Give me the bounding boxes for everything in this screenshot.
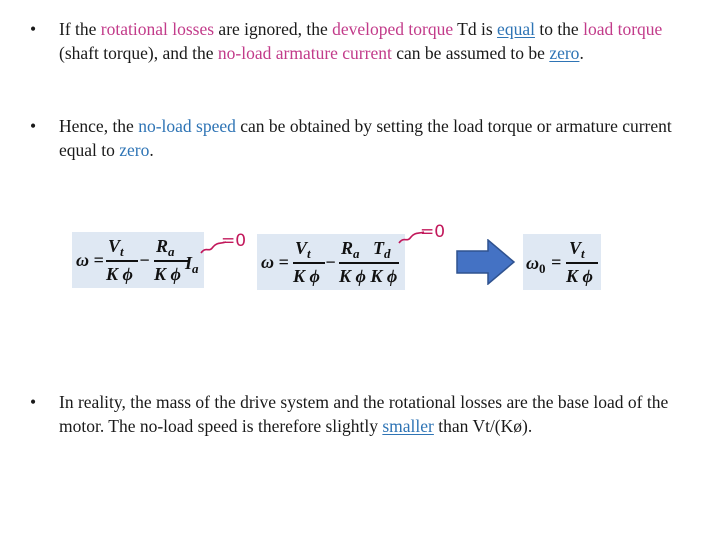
armature-current-ia: $I_a$ <box>185 253 199 276</box>
denominator-kphi-kphi: K ϕ K ϕ <box>339 266 398 286</box>
bullet-marker: • <box>30 19 37 39</box>
fraction-bar <box>339 262 399 264</box>
annotation-equals-zero: =0 <box>420 222 446 242</box>
highlight-developed-torque: developed torque <box>332 19 454 39</box>
bullet-3 <box>30 390 680 462</box>
numerator-ra: $R_a$ <box>156 236 175 259</box>
numerator-vt: $V_t$ <box>108 236 124 259</box>
equation-3-box <box>523 234 601 290</box>
fraction-bar <box>154 260 188 262</box>
minus-sign: − <box>325 252 336 272</box>
minus-sign: − <box>139 250 150 270</box>
denominator-kphi: K ϕ <box>106 264 133 284</box>
bullet-1-text: If the rotational losses are ignored, the developed torque Td is equal to the load torque (shaft torque), and the no-load armature current can be assumed to be zero. <box>59 19 663 63</box>
highlight-smaller: smaller <box>382 416 434 436</box>
equals-sign: = <box>551 252 562 272</box>
fraction-bar <box>566 262 598 264</box>
denominator-kphi: K ϕ <box>293 266 320 286</box>
denominator-kphi: K ϕ <box>566 266 593 286</box>
highlight-equal: equal <box>497 19 535 39</box>
annotation-equals-zero: =0 <box>221 231 247 251</box>
omega-lhs: ω = <box>261 252 289 272</box>
numerator-vt: $V_t$ <box>569 238 585 261</box>
numerator-td: $T_d$ <box>373 238 391 261</box>
bullet-1 <box>30 17 680 89</box>
highlight-no-load-speed: no-load speed <box>138 116 236 136</box>
fraction-bar <box>106 260 138 262</box>
omega-zero: $\omega_0$ <box>526 253 546 276</box>
highlight-zero: zero <box>119 140 150 160</box>
bullet-3-text: In reality, the mass of the drive system and the rotational losses are the base load of the motor. The no-load speed is therefore slightly smaller than Vt/(Kø). <box>59 392 669 436</box>
bullet-2 <box>30 114 680 162</box>
equation-2-box <box>257 234 405 290</box>
omega-lhs: ω = <box>76 250 104 270</box>
bullet-marker: • <box>30 392 37 412</box>
fraction-bar <box>293 262 325 264</box>
highlight-load-torque: load torque <box>583 19 663 39</box>
numerator-vt: $V_t$ <box>295 238 311 261</box>
denominator-kphi: K ϕ <box>154 264 181 284</box>
bullet-2-text: Hence, the no-load speed can be obtained by setting the load torque or armature current equal to zero. <box>59 116 672 160</box>
highlight-rotational-losses: rotational losses <box>100 19 215 39</box>
equation-1-box <box>72 232 204 288</box>
bullet-marker: • <box>30 116 37 136</box>
highlight-zero: zero <box>549 43 580 63</box>
right-arrow-icon <box>456 239 516 285</box>
numerator-ra: $R_a$ <box>341 238 360 261</box>
highlight-no-load-armature-current: no-load armature current <box>217 43 392 63</box>
